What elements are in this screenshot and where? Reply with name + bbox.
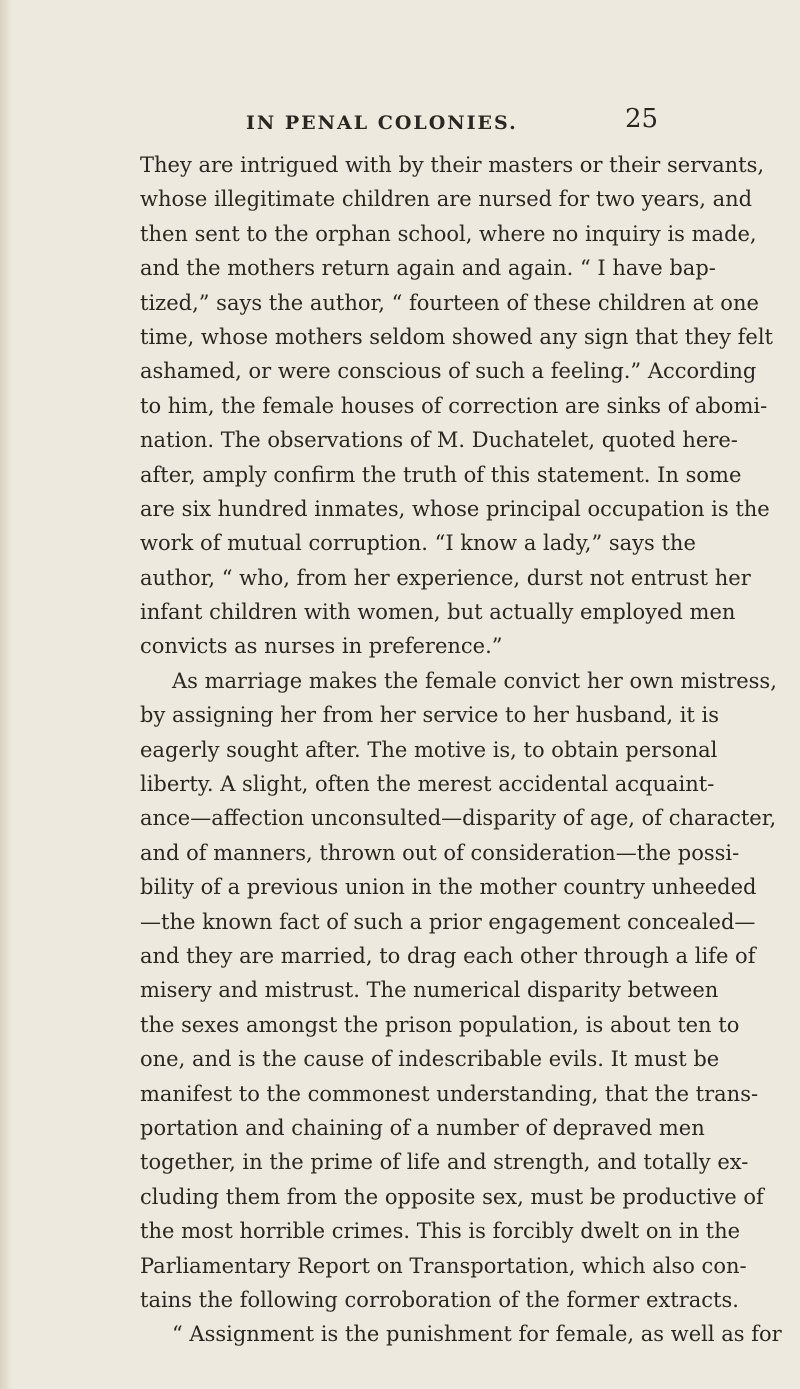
text-line: are six hundred inmates, whose principal occupation is the	[140, 496, 770, 521]
text-line: time, whose mothers seldom showed any sign that they felt	[140, 324, 773, 349]
text-line: and the mothers return again and again. “ I have bap-	[140, 256, 716, 281]
paragraph-start-line: “ Assignment is the punishment for female, as well as for	[172, 1322, 782, 1347]
paragraph-start-line: As marriage makes the female convict her own mistress,	[172, 668, 777, 693]
text-line: one, and is the cause of indescribable evils. It must be	[140, 1047, 720, 1072]
text-line: nation. The observations of M. Duchatelet, quoted here-	[140, 428, 738, 453]
text-line: the sexes amongst the prison population, is about ten to	[140, 1012, 740, 1037]
text-line: tized,” says the author, “ fourteen of these children at one	[140, 290, 759, 315]
text-line: They are intrigued with by their masters or their servants,	[140, 153, 765, 177]
text-line: then sent to the orphan school, where no inquiry is made,	[140, 221, 757, 246]
paragraph-end-line: convicts as nurses in preference.”	[140, 634, 503, 659]
text-line: manifest to the commonest understanding, that the trans-	[140, 1081, 759, 1106]
text-line: portation and chaining of a number of depraved men	[140, 1115, 705, 1140]
paragraph-end-line: tains the following corroboration of the former extracts.	[140, 1287, 739, 1312]
text-line: —the known fact of such a prior engagement concealed—	[140, 909, 756, 934]
text-line: misery and mistrust. The numerical disparity between	[140, 978, 719, 1003]
text-line: whose illegitimate children are nursed for two years, and	[140, 187, 753, 212]
text-line: and of manners, thrown out of consideration—the possi-	[140, 840, 740, 865]
text-line: Parliamentary Report on Transportation, which also con-	[140, 1253, 747, 1278]
text-line: bility of a previous union in the mother country unheeded	[140, 875, 757, 900]
text-line: eagerly sought after. The motive is, to obtain personal	[140, 737, 718, 762]
text-line: ashamed, or were conscious of such a feeling.” According	[140, 359, 757, 384]
text-line: after, amply confirm the truth of this statement. In some	[140, 462, 742, 487]
body-text	[140, 148, 800, 1352]
running-title: IN PENAL COLONIES.	[246, 112, 518, 134]
text-line: ance—affection unconsulted—disparity of age, of character,	[140, 806, 777, 831]
page-number: 25	[625, 104, 659, 134]
running-head	[0, 104, 800, 142]
text-line: cluding them from the opposite sex, must be productive of	[140, 1184, 764, 1209]
text-line: by assigning her from her service to her husband, it is	[140, 703, 720, 728]
page-gutter-shadow	[0, 0, 12, 1389]
text-line: to him, the female houses of correction are sinks of abomi-	[140, 393, 768, 418]
text-line: liberty. A slight, often the merest accidental acquaint-	[140, 772, 715, 797]
text-line: and they are married, to drag each other through a life of	[140, 943, 756, 968]
text-line: work of mutual corruption. “I know a lady,” says the	[140, 531, 696, 556]
text-line: the most horrible crimes. This is forcibly dwelt on in the	[140, 1219, 741, 1244]
text-line: together, in the prime of life and strength, and totally ex-	[140, 1150, 749, 1175]
text-line: infant children with women, but actually employed men	[140, 600, 736, 625]
text-line: author, “ who, from her experience, durst not entrust her	[140, 565, 751, 590]
